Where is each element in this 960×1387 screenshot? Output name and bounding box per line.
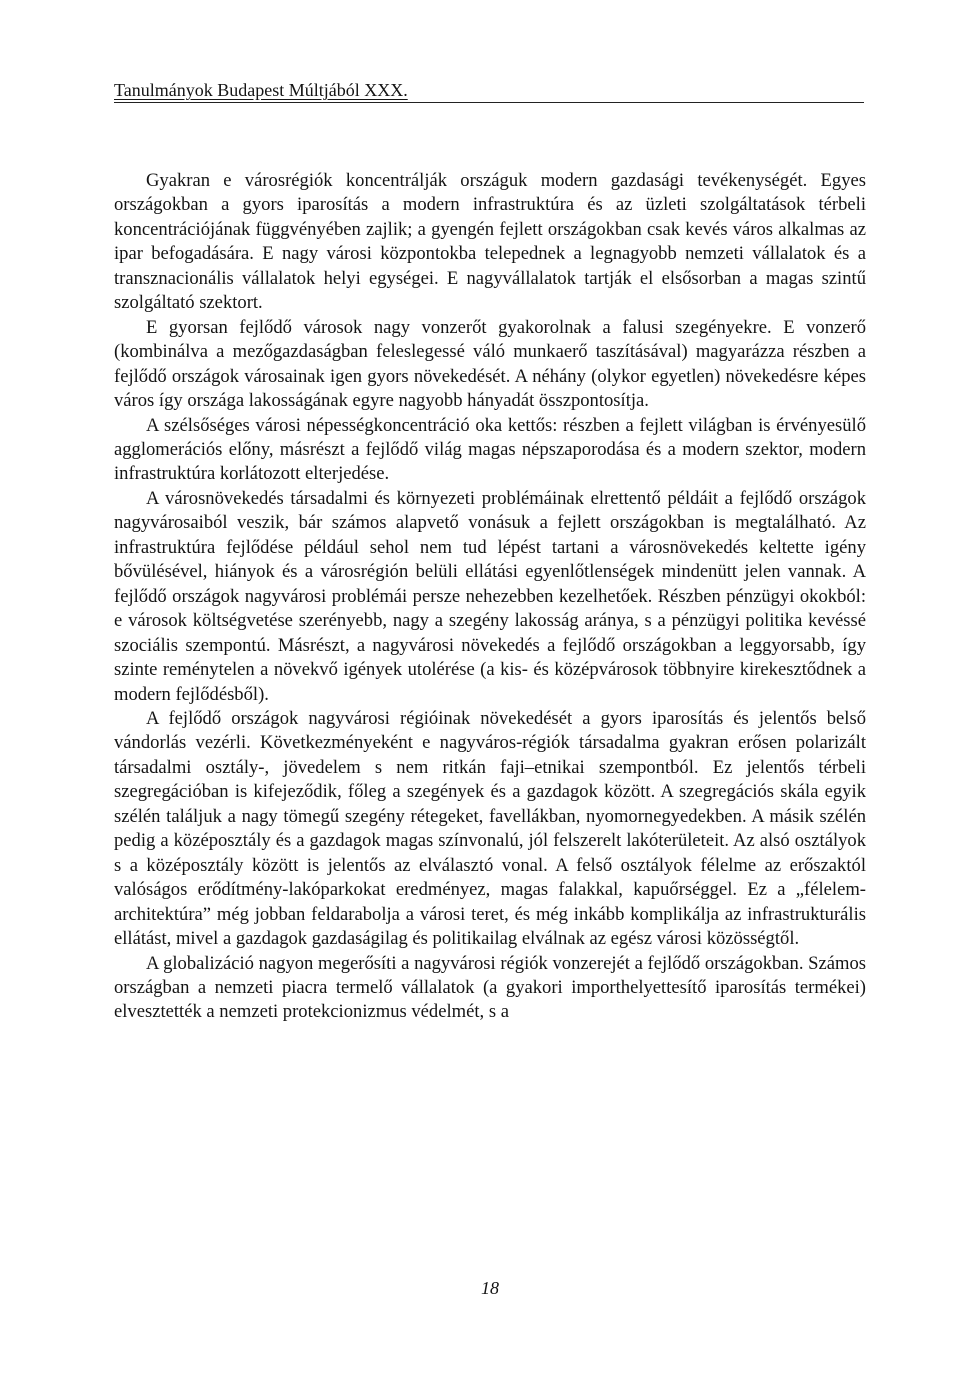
journal-title: Tanulmányok Budapest Múltjából XXX. [114, 80, 408, 100]
page-number: 18 [481, 1278, 499, 1298]
header-rule [114, 102, 864, 103]
paragraph: Gyakran e városrégiók koncentrálják országuk modern gazdasági tevékenységét. Egyes országokban a gyors iparosítás a modern infrastruktúra és az üzleti szolgáltatások térbeli koncentrációjának függvényében zajlik; a gyengén fejlett országokban csak kevés város alkalmas az ipar befogadására. E nagy városi központokba telepednek a legnagyobb nemzeti vállalatok és a transznacionális vállalatok helyi egységei. E nagyvállalatok tartják el elsősorban a magas szintű szolgáltató szektort. [114, 170, 866, 314]
paragraph: E gyorsan fejlődő városok nagy vonzerőt gyakorolnak a falusi szegényekre. E vonzerő (kombinálva a mezőgazdaságban feleslegessé váló munkaerő taszításával) magyarázza részben a fejlődő országok városainak igen gyors növekedését. A néhány (olykor egyetlen) növekedésre képes város így országa lakosságának egyre nagyobb hányadát összpontosítja. [114, 316, 866, 412]
paragraph: A globalizáció nagyon megerősíti a nagyvárosi régiók vonzerejét a fejlődő országokban. Számos országban a nemzeti piacra termelő vállalatok (a gyakori importhelyettesítő iparosítás termékei) elvesztették a nemzeti protekcionizmus védelmét, s a [114, 952, 866, 1023]
paragraph: A szélsőséges városi népességkoncentráció oka kettős: részben a fejlett világban is érvényesülő agglomerációs előny, másrészt a fejlődő világ magas népszaporodása és a modern szektor, modern infrastruktúra korlátozott elterjedése. [114, 414, 866, 485]
paragraph: A városnövekedés társadalmi és környezeti problémáinak elrettentő példáit a fejlődő országok nagyvárosaiból veszik, bár számos alapvető vonásuk a fejlett országokban is megtalálható. Az infrastruktúra fejlődése például sehol nem tud lépést tartani a városnövekedés keltette igény bővülésével, hiányok és a városrégión belüli ellátási egyenlőtlenségek mindenütt jelen vannak. A fejlődő országok nagyvárosi problémái persze nehezebben kezelhetőek. Részben pénzügyi okokból: e városok költségvetése szerényebb, nagy a szegény lakosság aránya, s a pénzügyi politika kevéssé szociális szempontú. Másrészt, a nagyvárosi növekedés a fejlődő országokban a leggyorsabb, így szinte reménytelen a növekvő igények utolérése (a kis- és középvárosok többnyire kirekesztődnek a modern fejlődésből). [114, 487, 866, 705]
body-text [114, 169, 866, 1025]
running-header [114, 78, 864, 104]
paragraph: A fejlődő országok nagyvárosi régióinak növekedését a gyors iparosítás és jelentős belső vándorlás vezérli. Következményeként e nagyváros-régiók társadalma gyakran erősen polarizált társadalmi osztály-, jövedelem s nem ritkán faji–etnikai szempontból. Ez jelentős térbeli szegregációban is kifejeződik, főleg a szegények és a gazdagok között. A szegregációs skála egyik szélén találjuk a nagy tömegű szegény rétegeket, favellákban, nyomornegyedekben. A másik szélén pedig a középosztály és a gazdagok magas színvonalú, jól felszerelt lakóterületeit. Az alsó osztályok s a középosztály között is jelentős az elválasztó vonal. A felső osztályok félelme az erőszaktól valóságos erődítmény-lakóparkokat eredményez, magas falakkal, kapuőrséggel. Ez a „félelem-architektúra” még jobban feldarabolja a városi teret, és még inkább komplikálja az infrastrukturális ellátást, mivel a gazdagok gazdaságilag és politikailag elválnak az egész városi közösségtől. [114, 707, 866, 950]
